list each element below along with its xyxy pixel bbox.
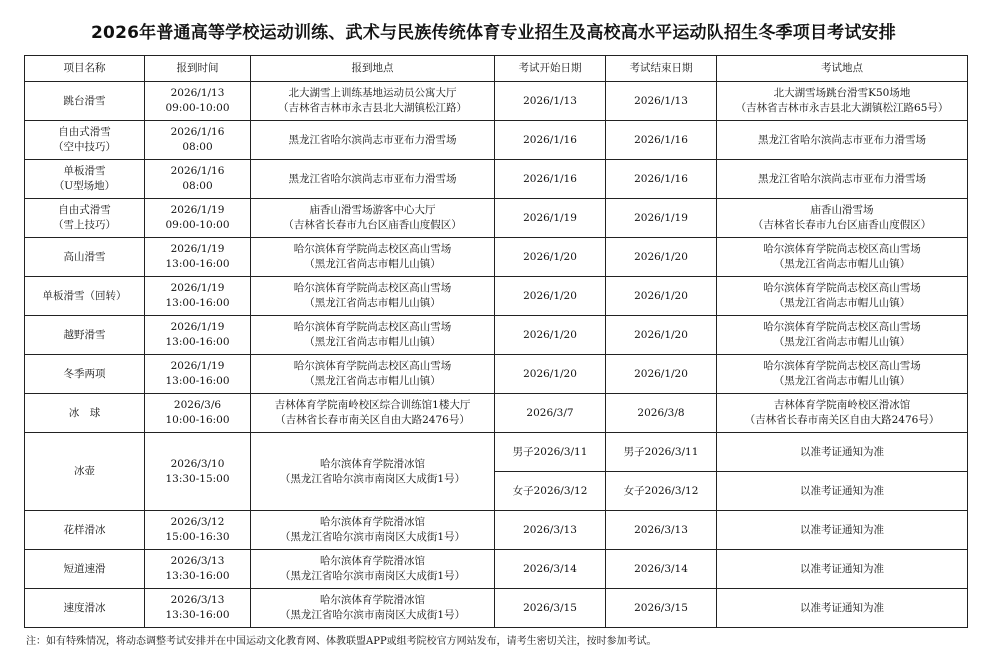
cell-exam-end: 2026/3/8 <box>606 394 717 433</box>
cell-report-place <box>251 121 495 160</box>
header-report-place: 报到地点 <box>251 56 495 82</box>
cell-item-name-line: 速度滑冰 <box>63 601 106 614</box>
cell-report-time <box>145 433 251 511</box>
cell-report-place <box>251 433 495 511</box>
cell-report-place <box>251 355 495 394</box>
cell-report-place-line: 黑龙江省哈尔滨尚志市亚布力滑雪场 <box>288 133 457 146</box>
cell-report-time-line: 2026/3/13 <box>170 594 225 606</box>
cell-item-name <box>25 121 145 160</box>
cell-exam-start: 2026/1/20 <box>495 238 606 277</box>
cell-exam-venue-line: 黑龙江省哈尔滨尚志市亚布力滑雪场 <box>758 133 926 146</box>
cell-exam-venue-line: （黑龙江省尚志市帽儿山镇） <box>773 297 911 309</box>
cell-report-place <box>251 394 495 433</box>
cell-item-name-line: （空中技巧） <box>53 141 116 153</box>
cell-report-place <box>251 82 495 121</box>
cell-report-place-line: （黑龙江省尚志市帽儿山镇） <box>304 375 441 387</box>
cell-exam-venue <box>717 589 968 628</box>
cell-report-place-line: 吉林体育学院南岭校区综合训练馆1楼大厅 <box>274 399 471 411</box>
cell-report-time-line: 2026/1/16 <box>170 165 225 177</box>
cell-report-time-line: 13:00-16:00 <box>165 336 230 348</box>
cell-report-place-line: 哈尔滨体育学院尚志校区高山雪场 <box>293 282 452 294</box>
cell-exam-venue-line: 哈尔滨体育学院尚志校区高山雪场 <box>763 360 921 372</box>
cell-exam-venue-line: 以准考证通知为准 <box>800 601 884 614</box>
cell-item-name <box>25 394 145 433</box>
footnote: 注：如有特殊情况，将动态调整考试安排并在中国运动文化教育网、体教联盟APP或组考院校官方网站发布，请考生密切关注，按时参加考试。 <box>26 636 657 647</box>
cell-exam-end: 2026/1/19 <box>606 199 717 238</box>
cell-item-name-line: 越野滑雪 <box>63 328 106 341</box>
cell-exam-start: 2026/1/19 <box>495 199 606 238</box>
cell-exam-end: 2026/1/20 <box>606 355 717 394</box>
cell-report-place <box>251 589 495 628</box>
cell-exam-venue-line: 哈尔滨体育学院尚志校区高山雪场 <box>763 282 921 294</box>
table-row <box>25 589 968 628</box>
cell-report-time <box>145 199 251 238</box>
cell-report-time-line: 2026/3/10 <box>170 457 225 470</box>
cell-exam-start: 2026/1/16 <box>495 160 606 199</box>
cell-item-name-line: 冰壶 <box>74 465 95 477</box>
cell-item-name-line: 自由式滑雪 <box>58 126 111 138</box>
cell-exam-venue-line: （黑龙江省尚志市帽儿山镇） <box>773 336 911 348</box>
cell-item-name <box>25 238 145 277</box>
cell-exam-end: 男子2026/3/11 <box>606 433 717 472</box>
cell-exam-venue-line: 吉林体育学院南岭校区滑冰馆 <box>773 399 911 411</box>
cell-report-time <box>145 316 251 355</box>
cell-report-place-line: （吉林省吉林市永吉县北大湖镇松江路） <box>278 102 467 114</box>
cell-exam-venue-line: 哈尔滨体育学院尚志校区高山雪场 <box>763 243 921 255</box>
cell-report-place <box>251 550 495 589</box>
cell-exam-start: 2026/1/13 <box>495 82 606 121</box>
cell-report-time-line: 2026/3/12 <box>170 516 225 528</box>
cell-item-name-line: 单板滑雪 <box>63 165 106 177</box>
cell-exam-end: 2026/3/15 <box>606 589 717 628</box>
cell-exam-start: 2026/3/13 <box>495 511 606 550</box>
cell-report-time <box>145 82 251 121</box>
cell-exam-venue <box>717 277 968 316</box>
cell-exam-venue-line: （吉林省长春市九台区庙香山度假区） <box>752 219 932 231</box>
cell-report-place <box>251 277 495 316</box>
cell-item-name <box>25 82 145 121</box>
cell-report-time-line: 13:30-15:00 <box>165 472 230 485</box>
cell-item-name <box>25 355 145 394</box>
cell-exam-venue-line: （黑龙江省尚志市帽儿山镇） <box>773 375 911 387</box>
cell-exam-venue-line: （黑龙江省尚志市帽儿山镇） <box>773 258 911 270</box>
cell-report-place-line: 黑龙江省哈尔滨尚志市亚布力滑雪场 <box>288 172 457 185</box>
cell-report-place-line: （黑龙江省尚志市帽儿山镇） <box>304 297 441 309</box>
cell-report-time-line: 08:00 <box>182 141 213 153</box>
header-report-time: 报到时间 <box>145 56 251 82</box>
cell-report-place-line: 哈尔滨体育学院滑冰馆 <box>320 555 425 567</box>
cell-report-time <box>145 238 251 277</box>
cell-report-place-line: （黑龙江省尚志市帽儿山镇） <box>304 258 441 270</box>
cell-exam-start: 2026/3/14 <box>495 550 606 589</box>
cell-exam-end: 2026/3/13 <box>606 511 717 550</box>
cell-report-time <box>145 589 251 628</box>
cell-report-time-line: 2026/3/13 <box>170 555 225 567</box>
cell-exam-start: 2026/1/20 <box>495 277 606 316</box>
cell-exam-end: 2026/1/20 <box>606 316 717 355</box>
cell-exam-start: 2026/3/7 <box>495 394 606 433</box>
cell-report-time-line: 15:00-16:30 <box>165 531 230 543</box>
cell-report-time-line: 13:00-16:00 <box>165 375 230 387</box>
cell-report-time-line: 2026/3/6 <box>173 399 222 411</box>
cell-report-place-line: （黑龙江省哈尔滨市南岗区大成街1号） <box>279 570 466 582</box>
cell-exam-venue <box>717 355 968 394</box>
table-row <box>25 277 968 316</box>
table-row <box>25 550 968 589</box>
cell-item-name-line: （U型场地） <box>53 180 116 192</box>
cell-report-place-line: 哈尔滨体育学院滑冰馆 <box>320 594 425 606</box>
cell-report-time <box>145 550 251 589</box>
cell-exam-venue <box>717 433 968 472</box>
cell-exam-venue <box>717 472 968 511</box>
cell-exam-start: 2026/1/20 <box>495 316 606 355</box>
cell-item-name <box>25 316 145 355</box>
cell-item-name <box>25 511 145 550</box>
cell-exam-start: 女子2026/3/12 <box>495 472 606 511</box>
cell-exam-venue-line: 北大湖雪场跳台滑雪K50场地 <box>773 87 911 99</box>
table-row <box>25 121 968 160</box>
cell-report-place-line: 哈尔滨体育学院尚志校区高山雪场 <box>293 360 452 372</box>
cell-report-time-line: 2026/1/19 <box>170 204 225 216</box>
cell-exam-venue <box>717 316 968 355</box>
header-exam-venue: 考试地点 <box>717 56 968 82</box>
cell-exam-venue-line: 以准考证通知为准 <box>800 523 884 536</box>
cell-exam-end: 2026/1/16 <box>606 121 717 160</box>
cell-report-time-line: 13:00-16:00 <box>165 297 230 309</box>
cell-report-place <box>251 238 495 277</box>
cell-exam-venue-line: 以准考证通知为准 <box>800 562 884 575</box>
cell-item-name-line: 单板滑雪（回转） <box>42 289 127 302</box>
cell-exam-end: 女子2026/3/12 <box>606 472 717 511</box>
cell-exam-venue <box>717 121 968 160</box>
schedule-table <box>24 55 968 628</box>
cell-exam-venue <box>717 511 968 550</box>
table-row <box>25 355 968 394</box>
cell-exam-venue <box>717 160 968 199</box>
cell-exam-end: 2026/1/20 <box>606 277 717 316</box>
table-row <box>25 160 968 199</box>
cell-report-time-line: 2026/1/19 <box>170 360 225 372</box>
header-row <box>25 56 968 82</box>
table-row <box>25 238 968 277</box>
cell-exam-venue-line: 以准考证通知为准 <box>800 445 884 458</box>
cell-exam-start: 男子2026/3/11 <box>495 433 606 472</box>
cell-report-time-line: 2026/1/19 <box>170 321 225 333</box>
cell-item-name <box>25 550 145 589</box>
cell-item-name-line: 跳台滑雪 <box>63 94 106 107</box>
cell-item-name <box>25 160 145 199</box>
page-title: 2026年普通高等学校运动训练、武术与民族传统体育专业招生及高校高水平运动队招生冬季项目考试安排 <box>91 23 896 43</box>
table-body <box>25 82 968 628</box>
table-row <box>25 316 968 355</box>
cell-exam-end: 2026/1/13 <box>606 82 717 121</box>
cell-item-name <box>25 277 145 316</box>
cell-exam-start: 2026/1/16 <box>495 121 606 160</box>
cell-report-time-line: 08:00 <box>182 180 213 192</box>
cell-report-place <box>251 160 495 199</box>
cell-item-name-line: 自由式滑雪 <box>58 204 111 216</box>
cell-report-time-line: 13:30-16:00 <box>165 570 230 582</box>
cell-report-time-line: 09:00-10:00 <box>165 102 230 114</box>
cell-item-name <box>25 433 145 511</box>
cell-exam-venue <box>717 550 968 589</box>
cell-exam-end: 2026/1/20 <box>606 238 717 277</box>
cell-report-place-line: （黑龙江省哈尔滨市南岗区大成街1号） <box>279 531 466 543</box>
cell-report-time <box>145 394 251 433</box>
cell-report-time-line: 2026/1/19 <box>170 282 225 294</box>
cell-exam-venue <box>717 82 968 121</box>
cell-exam-start: 2026/1/20 <box>495 355 606 394</box>
cell-exam-venue-line: 以准考证通知为准 <box>800 484 884 497</box>
cell-exam-venue <box>717 199 968 238</box>
cell-report-place-line: 哈尔滨体育学院尚志校区高山雪场 <box>293 243 452 255</box>
cell-report-time-line: 13:30-16:00 <box>165 609 230 621</box>
cell-report-time-line: 2026/1/13 <box>170 87 225 99</box>
cell-item-name-line: 冰 球 <box>68 406 101 419</box>
cell-item-name <box>25 199 145 238</box>
cell-report-place-line: 哈尔滨体育学院滑冰馆 <box>320 516 425 528</box>
cell-exam-venue-line: （吉林省吉林市永吉县北大湖镇松江路65号） <box>735 102 949 114</box>
cell-exam-venue <box>717 238 968 277</box>
cell-report-time <box>145 160 251 199</box>
cell-report-place <box>251 316 495 355</box>
cell-report-place-line: （黑龙江省哈尔滨市南岗区大成街1号） <box>279 472 466 485</box>
table-row <box>25 394 968 433</box>
table-row <box>25 511 968 550</box>
cell-report-place-line: （吉林省长春市南关区自由大路2476号） <box>275 414 470 426</box>
table-row <box>25 433 968 472</box>
table-row <box>25 82 968 121</box>
header-item-name: 项目名称 <box>25 56 145 82</box>
cell-exam-venue-line: （吉林省长春市南关区自由大路2476号） <box>744 414 940 426</box>
cell-report-time-line: 09:00-10:00 <box>165 219 230 231</box>
header-exam-start: 考试开始日期 <box>495 56 606 82</box>
cell-item-name-line: 短道速滑 <box>63 562 106 575</box>
cell-item-name <box>25 589 145 628</box>
cell-item-name-line: 高山滑雪 <box>63 250 106 263</box>
cell-report-time-line: 2026/1/19 <box>170 243 225 255</box>
cell-report-time <box>145 121 251 160</box>
header-exam-end: 考试结束日期 <box>606 56 717 82</box>
cell-exam-venue-line: 黑龙江省哈尔滨尚志市亚布力滑雪场 <box>758 172 926 185</box>
cell-report-place-line: 北大湖雪上训练基地运动员公寓大厅 <box>288 87 457 99</box>
cell-report-time <box>145 511 251 550</box>
cell-report-place-line: 哈尔滨体育学院滑冰馆 <box>320 457 425 470</box>
cell-exam-venue-line: 哈尔滨体育学院尚志校区高山雪场 <box>763 321 921 333</box>
cell-exam-end: 2026/3/14 <box>606 550 717 589</box>
cell-report-time-line: 13:00-16:00 <box>165 258 230 270</box>
cell-item-name-line: 花样滑冰 <box>63 523 106 536</box>
cell-item-name-line: 冬季两项 <box>63 367 106 380</box>
cell-report-time-line: 10:00-16:00 <box>165 414 230 426</box>
cell-report-place-line: 哈尔滨体育学院尚志校区高山雪场 <box>293 321 452 333</box>
cell-item-name-line: （雪上技巧） <box>53 219 116 231</box>
cell-report-place <box>251 511 495 550</box>
cell-report-place-line: （黑龙江省哈尔滨市南岗区大成街1号） <box>279 609 466 621</box>
cell-exam-venue <box>717 394 968 433</box>
cell-report-time-line: 2026/1/16 <box>170 126 225 138</box>
cell-exam-start: 2026/3/15 <box>495 589 606 628</box>
cell-exam-venue-line: 庙香山滑雪场 <box>810 204 874 216</box>
cell-report-place-line: （黑龙江省尚志市帽儿山镇） <box>304 336 441 348</box>
cell-report-time <box>145 355 251 394</box>
cell-report-place-line: 庙香山滑雪场游客中心大厅 <box>309 204 436 216</box>
cell-report-time <box>145 277 251 316</box>
cell-exam-end: 2026/1/16 <box>606 160 717 199</box>
table-row <box>25 199 968 238</box>
cell-report-place <box>251 199 495 238</box>
cell-report-place-line: （吉林省长春市九台区庙香山度假区） <box>283 219 462 231</box>
